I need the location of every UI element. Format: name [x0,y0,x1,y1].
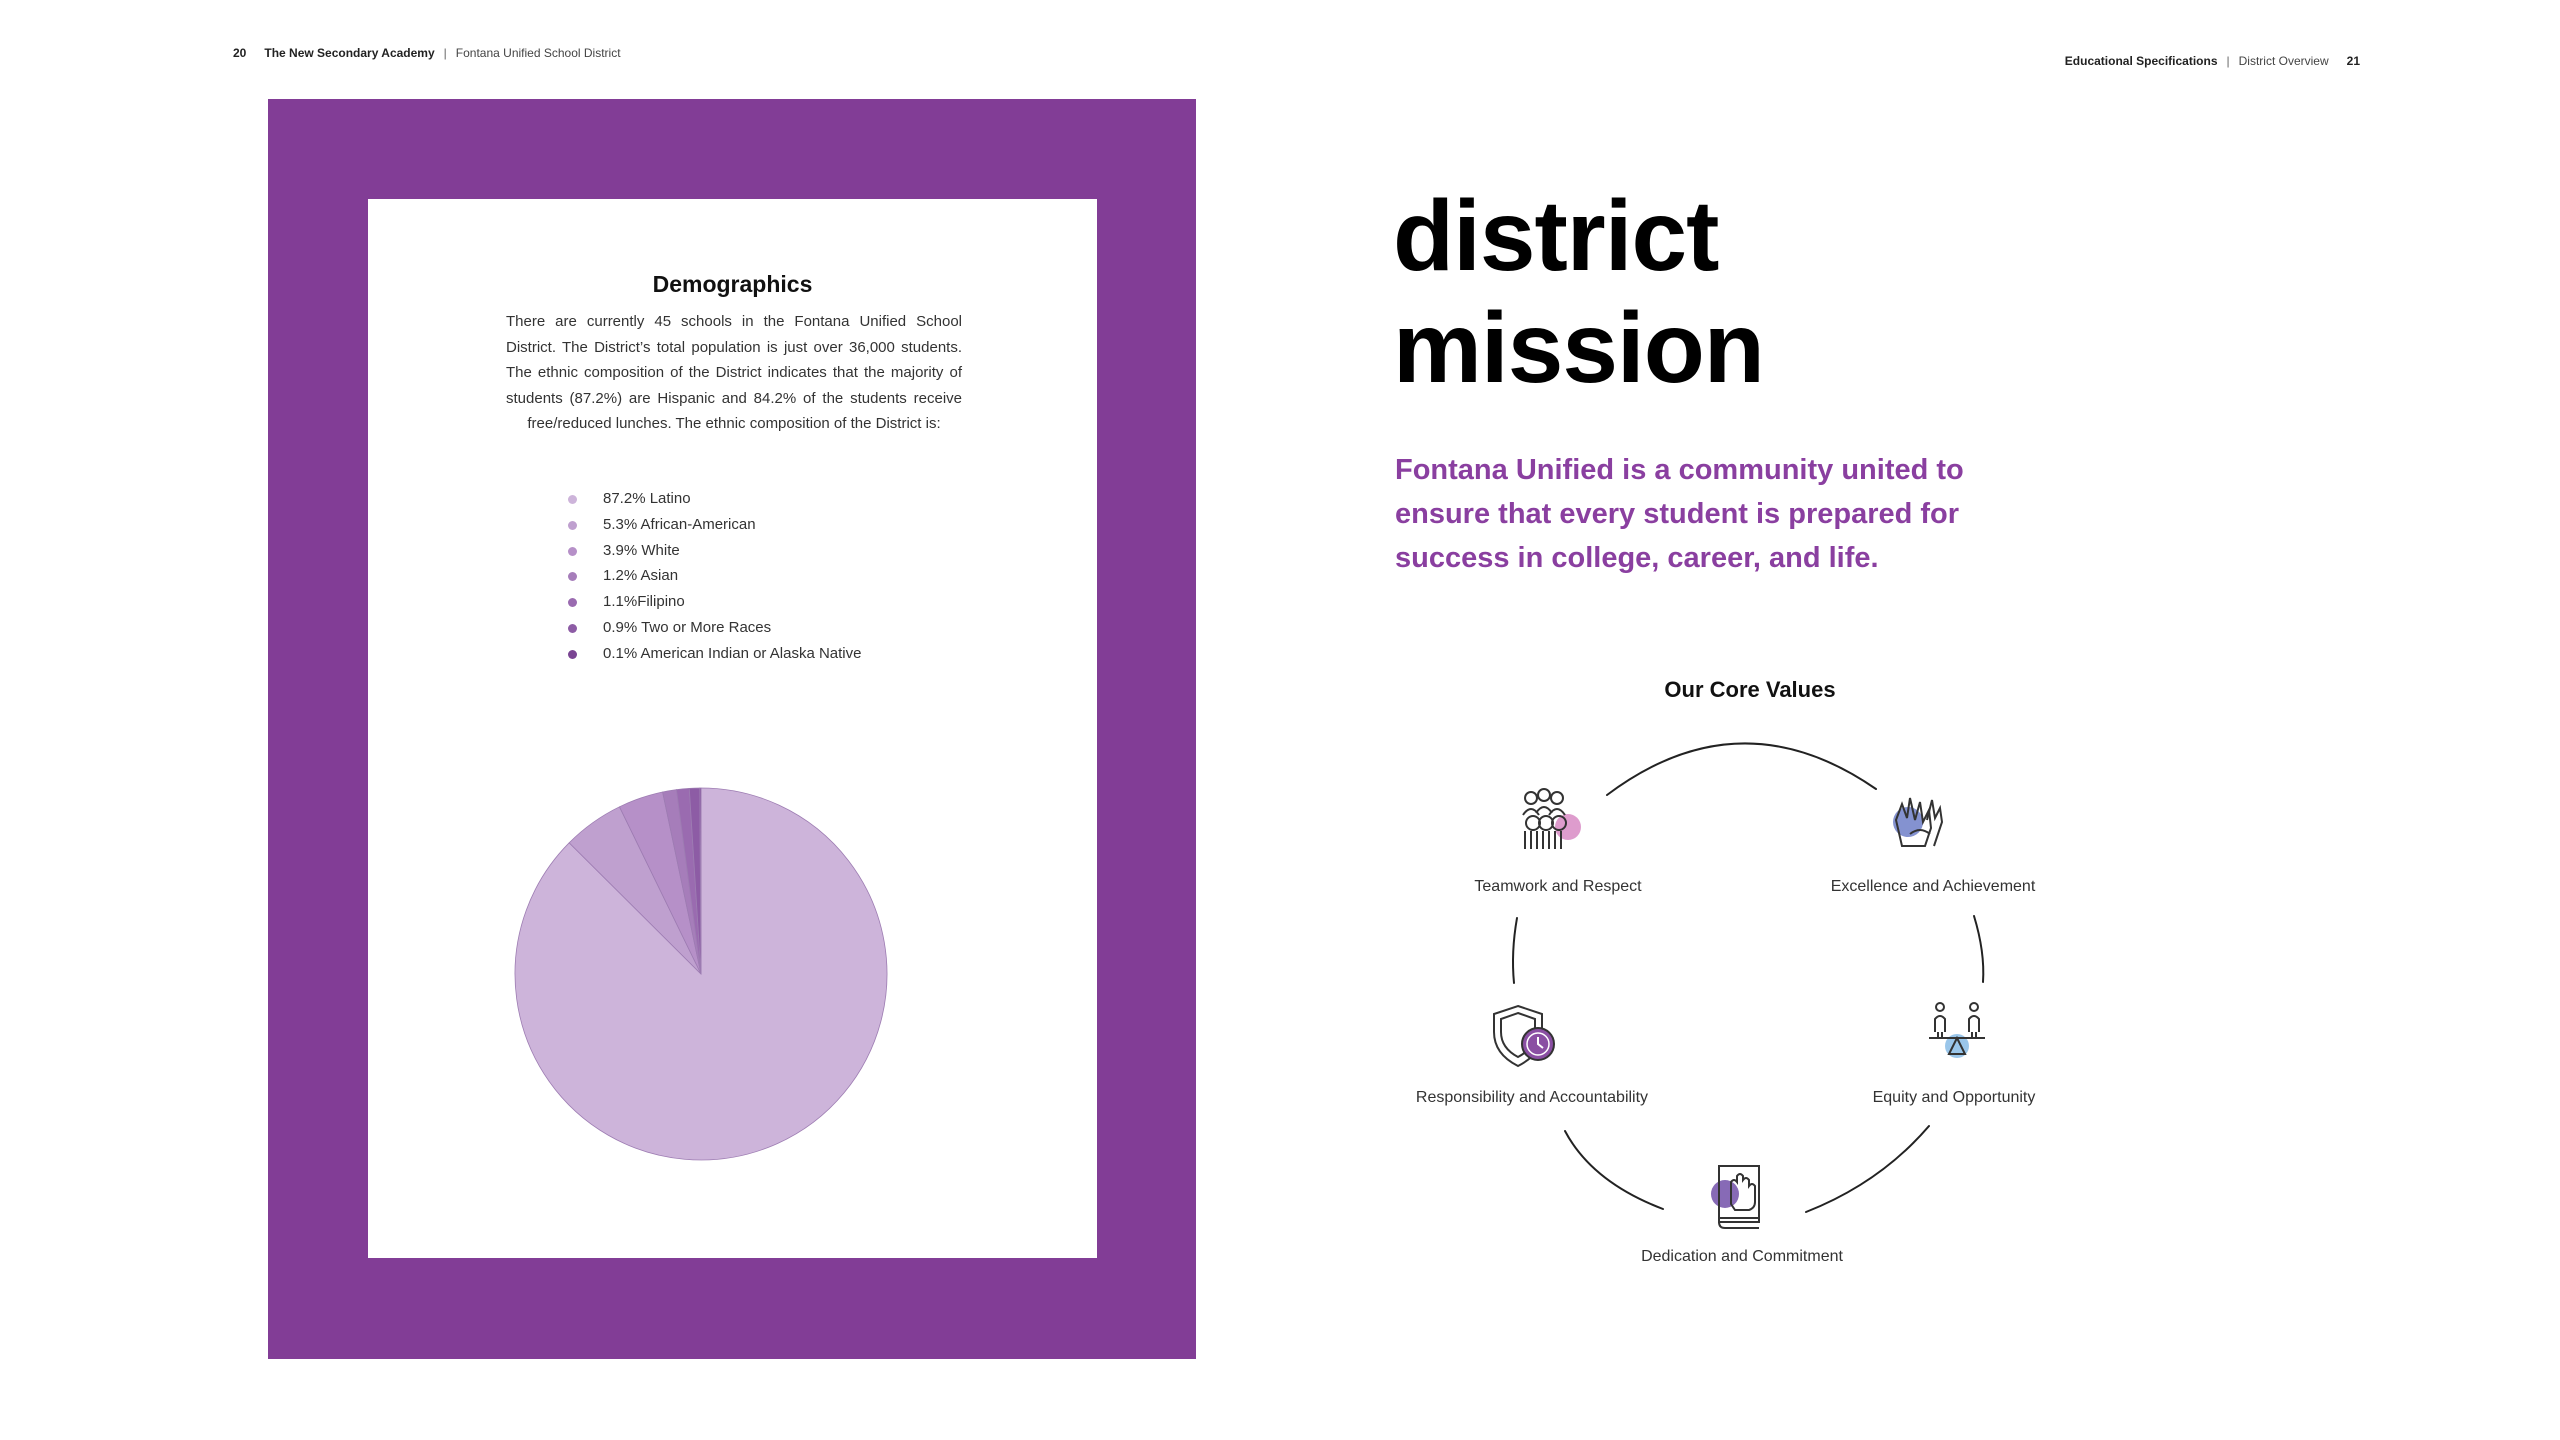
list-item-label: 1.1%Filipino [603,593,685,611]
bullet-dot [568,624,577,633]
ethnicity-list [568,486,861,667]
ethnicity-pie-chart [513,786,889,1162]
bullet-dot [568,547,577,556]
people-icon [1509,785,1589,855]
list-item [568,512,861,538]
list-item-label: 1.2% Asian [603,567,679,585]
list-item [568,563,861,589]
cycle-arc [1806,1126,1929,1212]
cycle-arc [1513,918,1517,983]
header-separator: | [2226,54,2230,68]
cycle-arc [1607,743,1876,795]
section-title: Educational Specifications [2064,54,2218,68]
mission-heading-line: district [1393,180,1719,292]
cycle-arc [1565,1131,1663,1209]
book-hand-icon [1697,1162,1777,1232]
demographics-title: Demographics [652,271,813,297]
core-value-label: Excellence and Achievement [1830,878,2036,895]
core-values-title: Our Core Values [1664,677,1836,702]
core-value-label: Teamwork and Respect [1474,878,1642,895]
core-value-label: Responsibility and Accountability [1415,1089,1649,1106]
bullet-dot [568,572,577,581]
list-item [568,538,861,564]
balance-people-icon [1913,998,1993,1068]
list-item [568,486,861,512]
district-name: Fontana Unified School District [455,46,621,60]
mission-statement: Fontana Unified is a community united to ensure that every student is prepared for success in college, career, and life. [1395,454,1964,574]
list-item-label: 87.2% Latino [603,490,691,507]
list-item-label: 3.9% White [603,541,680,559]
hands-raised-icon [1880,786,1960,856]
core-value-label: Dedication and Commitment [1641,1248,1843,1265]
list-item [568,641,861,667]
document-title: The New Secondary Academy [264,46,435,60]
list-item-label: 0.9% Two or More Races [603,618,772,636]
page-header-right [2065,54,2360,68]
bullet-dot [568,650,577,659]
list-item-label: 5.3% African-American [603,515,756,533]
purple-frame [268,99,1196,1359]
list-item-label: 0.1% American Indian or Alaska Native [603,644,862,662]
page-number: 20 [233,46,247,60]
shield-clock-icon [1488,1002,1568,1072]
core-value-label: Equity and Opportunity [1872,1089,2036,1106]
list-item [568,615,861,641]
demographics-paragraph: There are currently 45 schools in the Fontana Unified School District. The District’s total population is just over 36,000 students. The ethnic composition of the District indicates that the majority of students (87.2%) are Hispanic and 84.2% of the students receive free/reduced lunches. The ethnic composition of the District is: [506,313,962,432]
header-separator: | [443,46,447,60]
page-number: 21 [2346,54,2360,68]
mission-heading [1393,180,1764,404]
section-subtitle: District Overview [2238,54,2329,68]
cycle-arc [1974,916,1983,982]
mission-heading-line: mission [1393,292,1764,404]
page-header-left [233,46,621,60]
list-item [568,589,861,615]
bullet-dot [568,598,577,607]
demographics-card [368,199,1097,1258]
bullet-dot [568,521,577,530]
bullet-dot [568,495,577,504]
